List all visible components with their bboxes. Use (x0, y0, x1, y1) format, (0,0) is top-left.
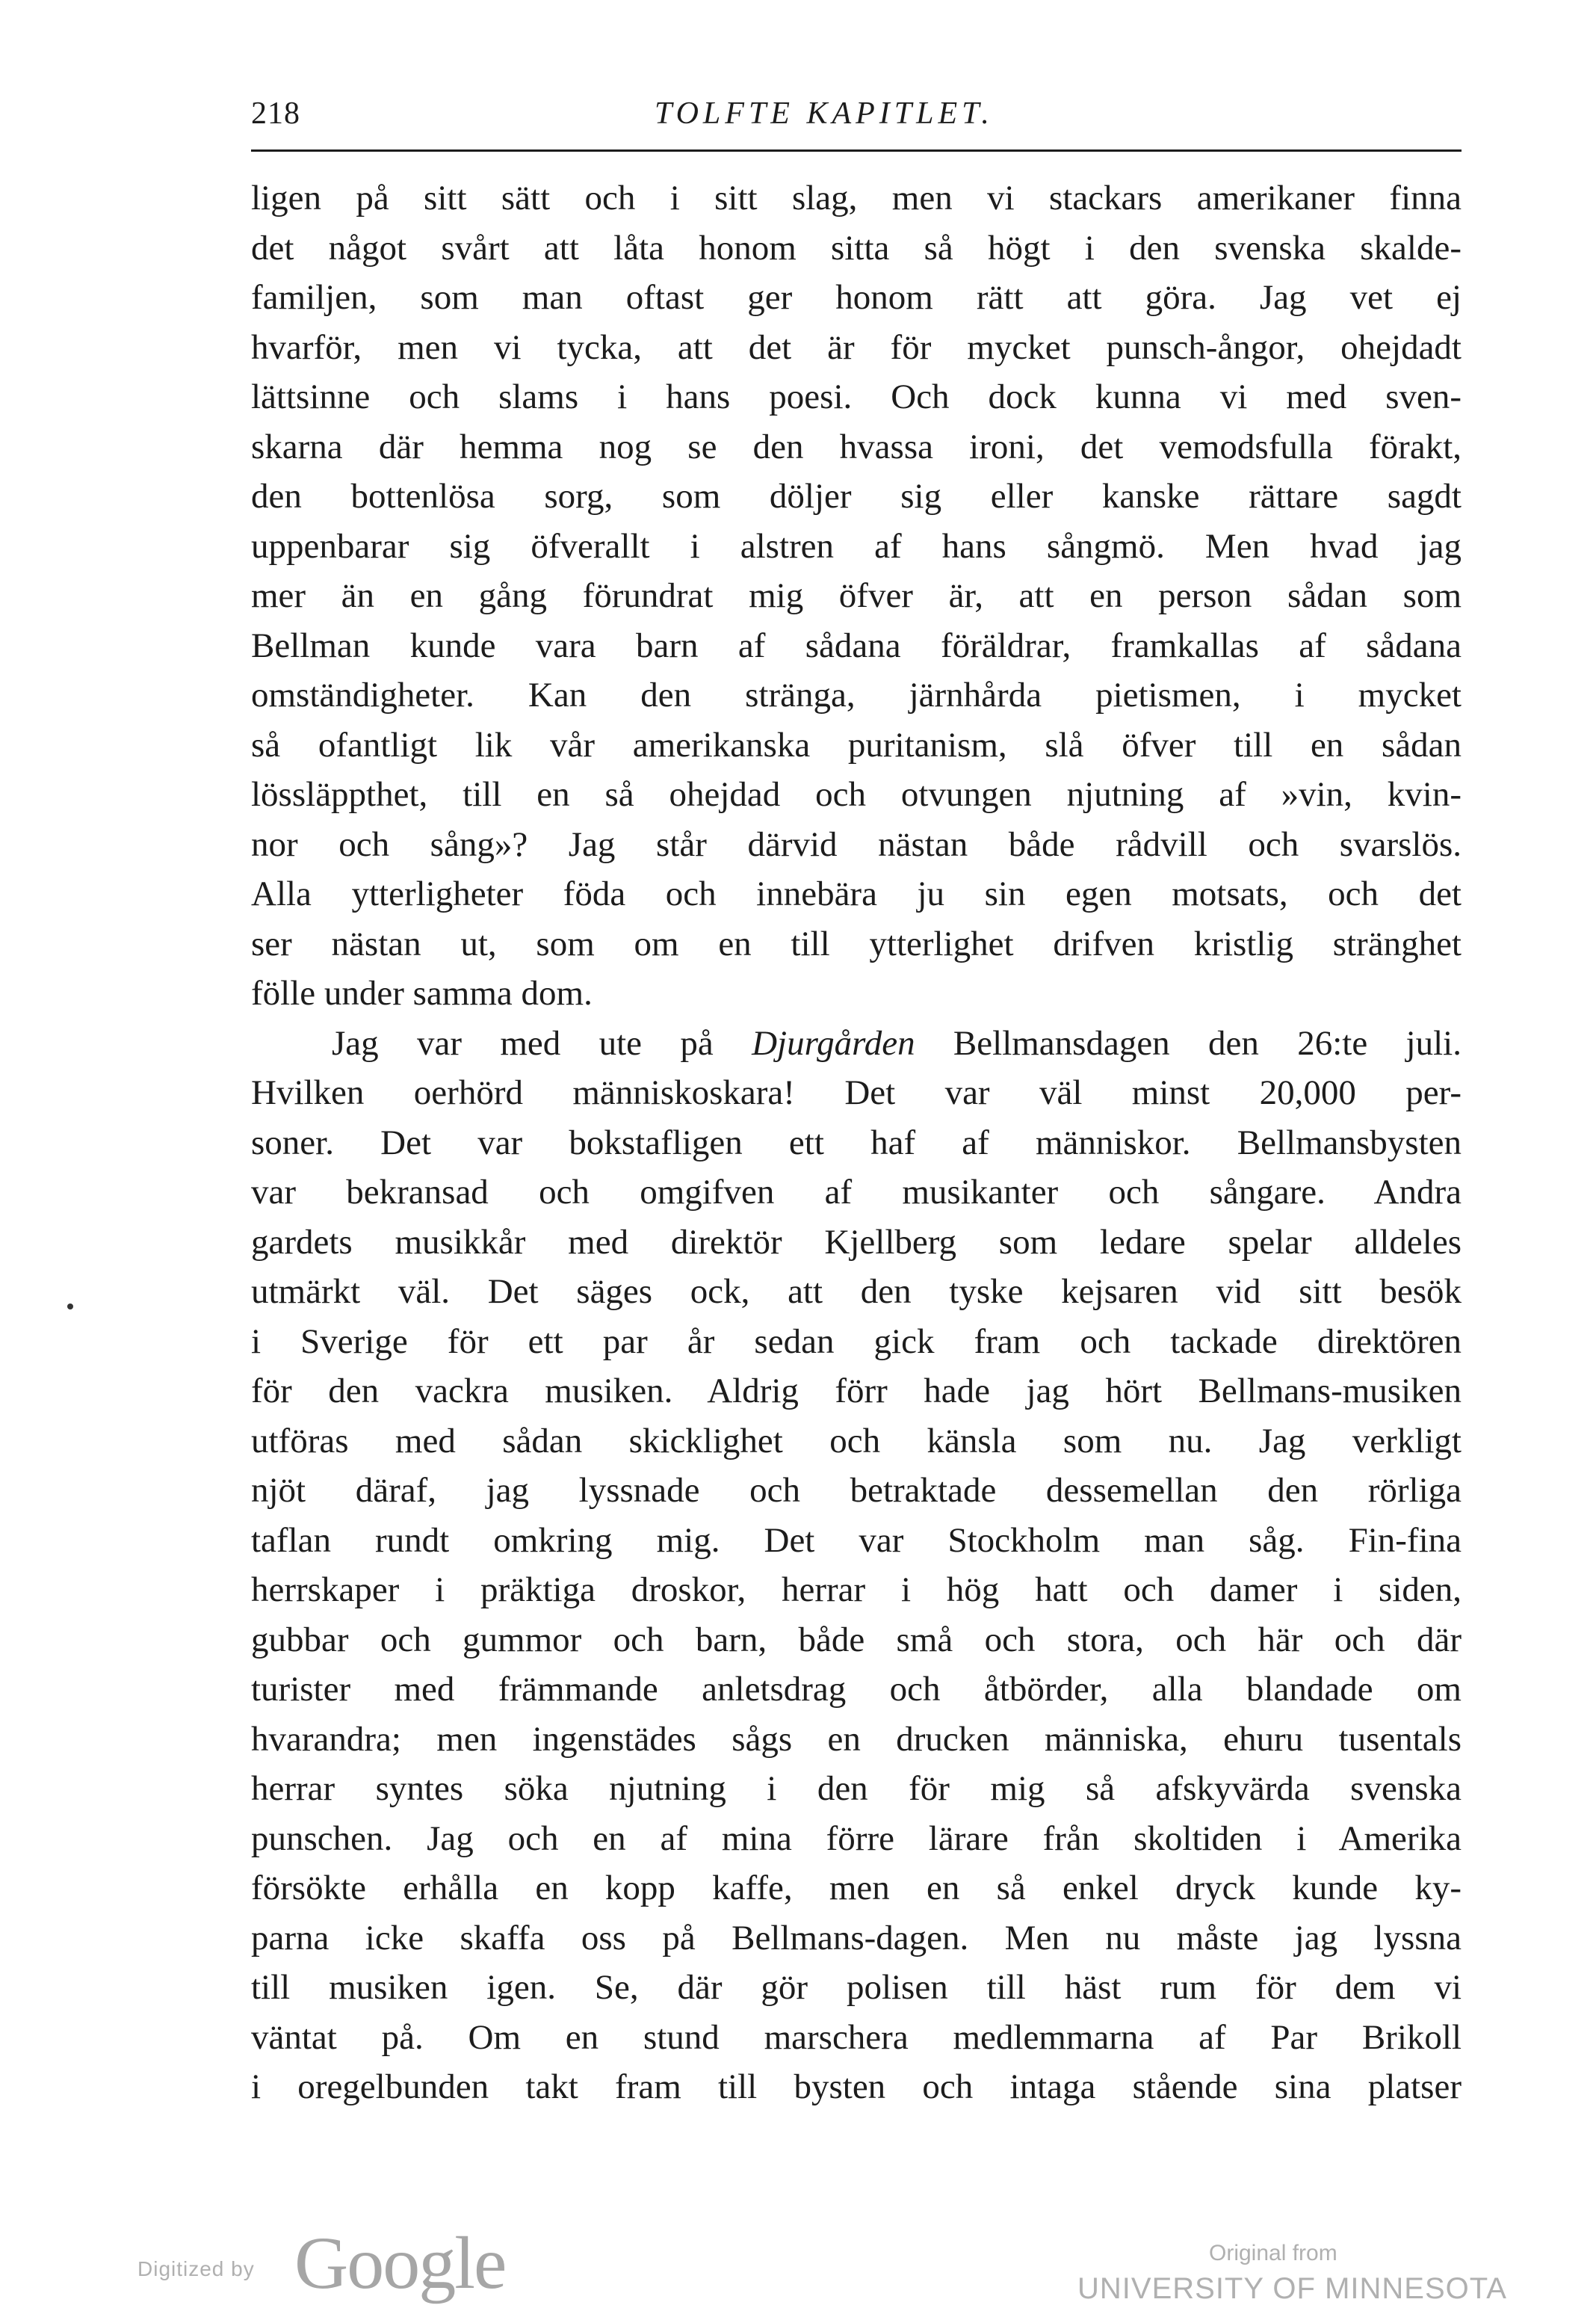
original-from-label: Original from (1209, 2241, 1337, 2265)
text-line: i Sverige för ett par år sedan gick fram och tackade direktören (251, 1321, 1462, 1361)
text-line: för den vackra musiken. Aldrig förr hade jag hört Bellmans-musiken (251, 1372, 1462, 1410)
text-line: skarna där hemma nog se den hvassa ironi, det vemodsfulla förakt, (251, 427, 1462, 466)
scan-footer (0, 2212, 1596, 2305)
paragraph-end-line: fölle under samma dom. (251, 974, 593, 1013)
text-line: lössläppthet, till en så ohejdad och otvungen njutning af »vin, kvin- (251, 775, 1462, 814)
scan-speck (67, 1304, 73, 1309)
body-text (251, 173, 1462, 2112)
text-line: gubbar och gummor och barn, både små och stora, och här och där (251, 1620, 1462, 1659)
text-line: hvarför, men vi tycka, att det är för mycket punsch-ångor, ohejdadt (251, 327, 1462, 367)
text-line: ligen på sitt sätt och i sitt slag, men vi stackars amerikaner finna (251, 179, 1462, 218)
emphasized-word: Djurgården (752, 1023, 915, 1063)
text-line: i oregelbunden takt fram till bysten och intaga stående sina platser (251, 2067, 1462, 2106)
text-line: taflan rundt omkring mig. Det var Stockholm man såg. Fin-fina (251, 1520, 1462, 1560)
text-line: så ofantligt lik vår amerikanska puritanism, slå öfver till en sådan (251, 725, 1462, 765)
text-line: turister med främmande anletsdrag och åtbörder, alla blandade om (251, 1670, 1462, 1709)
text-line: var bekransad och omgifven af musikanter och sångare. Andra (251, 1173, 1462, 1212)
text-line: till musiken igen. Se, där gör polisen till häst rum för dem vi (251, 1968, 1462, 2007)
text-line: utmärkt väl. Det säges ock, att den tyske kejsaren vid sitt besök (251, 1272, 1462, 1311)
text-line: njöt däraf, jag lyssnade och betraktade dessemellan den rörliga (251, 1471, 1462, 1510)
text-line: omständigheter. Kan den stränga, järnhårda pietismen, i mycket (251, 676, 1462, 715)
text-line: punschen. Jag och en af mina förre lärare från skoltiden i Amerika (251, 1818, 1462, 1858)
digitized-by-label: Digitized by (137, 2257, 255, 2280)
page-header (251, 96, 1462, 144)
paragraph-start-line: Jag var med ute på Djurgården Bellmansdagen den 26:te juli. (332, 1023, 1462, 1063)
university-label: UNIVERSITY OF MINNESOTA (1077, 2272, 1507, 2305)
page-number: 218 (251, 96, 300, 131)
text-line: hvarandra; men ingenstädes sågs en drucken människa, ehuru tusentals (251, 1719, 1462, 1759)
text-line: försökte erhålla en kopp kaffe, men en så enkel dryck kunde ky- (251, 1869, 1462, 1907)
text-line: nor och sång»? Jag står därvid nästan både rådvill och svarslös. (251, 824, 1462, 864)
text-line: mer än en gång förundrat mig öfver är, att en person sådan som (251, 576, 1462, 615)
text-line: Bellman kunde vara barn af sådana föräldrar, framkallas af sådana (251, 626, 1462, 665)
text-line: parna icke skaffa oss på Bellmans-dagen. Men nu måste jag lyssna (251, 1918, 1462, 1958)
google-logo: Google (294, 2221, 506, 2304)
running-head: TOLFTE KAPITLET. (655, 96, 994, 131)
text-line: det något svårt att låta honom sitta så högt i den svenska skalde- (251, 228, 1462, 268)
text-line: lättsinne och slams i hans poesi. Och dock kunna vi med sven- (251, 377, 1462, 416)
text-line: familjen, som man oftast ger honom rätt att göra. Jag vet ej (251, 278, 1462, 317)
text-line: väntat på. Om en stund marschera medlemmarna af Par Brikoll (251, 2017, 1462, 2057)
text-line: herrskaper i präktiga droskor, herrar i hög hatt och damer i siden, (251, 1570, 1462, 1609)
text-line: gardets musikkår med direktör Kjellberg som ledare spelar alldeles (251, 1222, 1462, 1262)
text-line: ser nästan ut, som om en till ytterlighet drifven kristlig stränghet (251, 924, 1462, 963)
text-line: utföras med sådan skicklighet och känsla som nu. Jag verkligt (251, 1421, 1462, 1460)
text-line: den bottenlösa sorg, som döljer sig eller kanske rättare sagdt (251, 477, 1462, 516)
header-rule (251, 149, 1462, 152)
text-line: soner. Det var bokstafligen ett haf af människor. Bellmansbysten (251, 1123, 1462, 1162)
text-line: herrar syntes söka njutning i den för mig så afskyvärda svenska (251, 1769, 1462, 1808)
text-line: Alla ytterligheter föda och innebära ju sin egen motsats, och det (251, 874, 1462, 913)
text-line: Hvilken oerhörd människoskara! Det var väl minst 20,000 per- (251, 1073, 1462, 1112)
text-line: uppenbarar sig öfverallt i alstren af hans sångmö. Men hvad jag (251, 526, 1462, 566)
